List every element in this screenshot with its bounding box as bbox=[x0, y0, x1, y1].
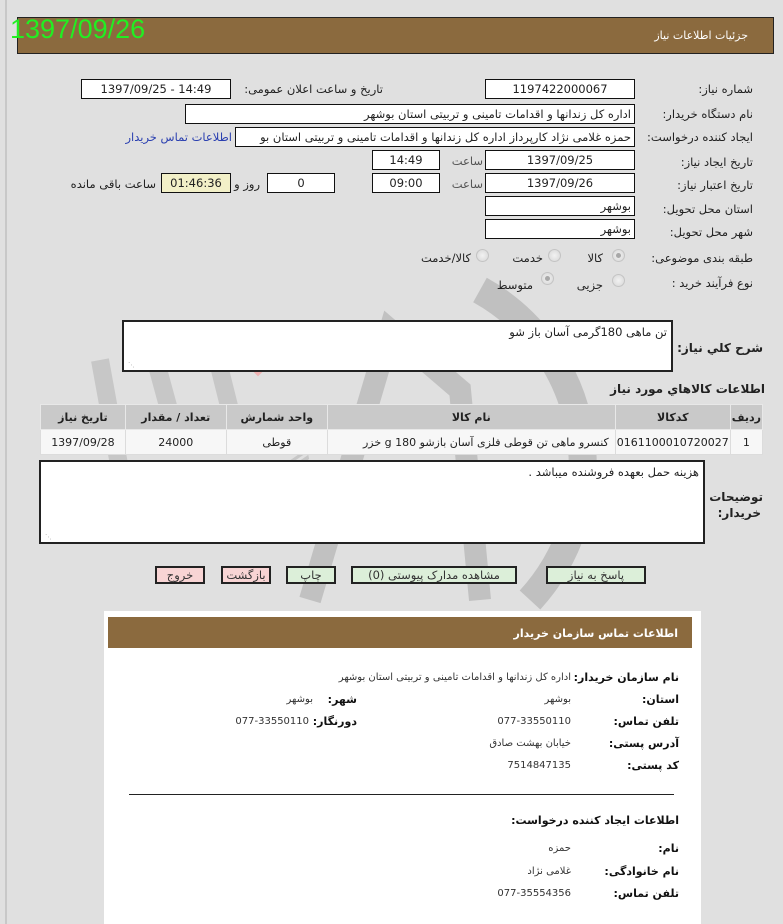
page-title: جزئیات اطلاعات نیاز bbox=[654, 29, 748, 42]
valid-time-field: 09:00 bbox=[372, 173, 440, 193]
goods-section-title: اطلاعات کالاهاي مورد نياز bbox=[610, 382, 765, 396]
contact-panel-title: اطلاعات تماس سازمان خریدار bbox=[513, 627, 678, 640]
time-remaining-label: ساعت باقی مانده bbox=[70, 177, 156, 191]
valid-time-label: ساعت bbox=[451, 177, 483, 191]
process-label: نوع فرآیند خرید : bbox=[671, 276, 753, 290]
buyer-notes-label-2: خریدار: bbox=[717, 506, 761, 520]
category-radio-service[interactable] bbox=[548, 249, 561, 262]
cell-index: 1 bbox=[730, 430, 762, 455]
description-textarea[interactable] bbox=[122, 320, 673, 372]
buyer-contact-panel bbox=[104, 611, 701, 924]
view-attachments-button[interactable]: مشاهده مدارک پیوستی (0) bbox=[351, 566, 517, 584]
creator-section-title: اطلاعات ایجاد کننده درخواست: bbox=[511, 814, 679, 827]
resize-grip-icon[interactable]: ⋰ bbox=[128, 361, 135, 369]
contact-postal-value: 7514847135 bbox=[507, 760, 571, 771]
print-button[interactable]: چاپ bbox=[286, 566, 336, 584]
province-label: استان محل تحویل: bbox=[662, 202, 753, 216]
creator-phone-value: 077-35554356 bbox=[497, 888, 571, 899]
contact-org-label: نام سازمان خریدار: bbox=[573, 671, 679, 684]
col-unit: واحد شمارش bbox=[226, 405, 327, 430]
need-number-field: 1197422000067 bbox=[485, 79, 635, 99]
creator-last-name-label: نام خانوادگی: bbox=[604, 865, 679, 878]
category-radio-goods-service[interactable] bbox=[476, 249, 489, 262]
contact-fax-label: دورنگار: bbox=[312, 715, 357, 728]
cell-name: کنسرو ماهی تن قوطی فلزی آسان بازشو 180 g خزر bbox=[327, 430, 615, 455]
cell-code: 0161100010720027 bbox=[615, 430, 730, 455]
valid-date-field: 1397/09/26 bbox=[485, 173, 635, 193]
description-text: تن ماهی 180گرمی آسان باز شو bbox=[509, 325, 667, 339]
contact-panel-header bbox=[108, 617, 692, 648]
left-border bbox=[5, 0, 7, 924]
goods-table bbox=[40, 404, 763, 455]
created-date-label: تاریخ ایجاد نیاز: bbox=[680, 155, 753, 169]
resize-grip-icon[interactable]: ⋰ bbox=[45, 533, 52, 541]
buyer-notes-textarea[interactable] bbox=[39, 460, 705, 544]
description-label: شرح کلي نياز: bbox=[677, 341, 763, 355]
cell-qty: 24000 bbox=[125, 430, 226, 455]
city-field: بوشهر bbox=[485, 219, 635, 239]
contact-postal-label: کد پستی: bbox=[627, 759, 679, 772]
creator-field: حمزه غلامی نژاد کارپرداز اداره کل زندانها و اقدامات تامینی و تربیتی استان بو bbox=[235, 127, 635, 147]
contact-province-value: بوشهر bbox=[544, 694, 571, 705]
category-option-goods-service: کالا/خدمت bbox=[420, 251, 471, 265]
exit-button[interactable]: خروج bbox=[155, 566, 205, 584]
goods-table-header bbox=[41, 405, 763, 430]
time-remaining-field: 01:46:36 bbox=[161, 173, 231, 193]
creator-label: ایجاد کننده درخواست: bbox=[647, 130, 753, 144]
buyer-org-label: نام دستگاه خریدار: bbox=[662, 107, 753, 121]
creator-first-name-value: حمزه bbox=[548, 843, 571, 854]
contact-address-label: آدرس پستی: bbox=[608, 737, 679, 750]
contact-city-value: بوشهر bbox=[286, 694, 313, 705]
back-button[interactable]: بازگشت bbox=[221, 566, 271, 584]
announce-label: تاریخ و ساعت اعلان عمومی: bbox=[244, 82, 383, 96]
divider bbox=[129, 794, 674, 795]
created-time-label: ساعت bbox=[451, 154, 483, 168]
buyer-contact-link[interactable]: اطلاعات تماس خریدار bbox=[125, 130, 232, 144]
cell-date: 1397/09/28 bbox=[41, 430, 126, 455]
contact-province-label: استان: bbox=[642, 693, 679, 706]
buyer-notes-label-1: توضیحات bbox=[709, 490, 763, 504]
created-date-field: 1397/09/25 bbox=[485, 150, 635, 170]
col-code: کدکالا bbox=[615, 405, 730, 430]
col-date: تاریخ نیاز bbox=[41, 405, 126, 430]
buyer-notes-text: هزینه حمل بعهده فروشنده میباشد . bbox=[528, 465, 699, 479]
contact-city-label: شهر: bbox=[327, 693, 357, 706]
date-stamp: 1397/09/26 bbox=[10, 14, 146, 44]
process-radio-medium[interactable] bbox=[541, 272, 554, 285]
city-label: شهر محل تحویل: bbox=[669, 225, 753, 239]
province-field: بوشهر bbox=[485, 196, 635, 216]
category-option-service: خدمت bbox=[512, 251, 543, 265]
col-qty: تعداد / مقدار bbox=[125, 405, 226, 430]
contact-phone-label: تلفن تماس: bbox=[613, 715, 679, 728]
category-option-goods: کالا bbox=[587, 251, 603, 265]
days-remaining-field: 0 bbox=[267, 173, 335, 193]
contact-phone-value: 077-33550110 bbox=[497, 716, 571, 727]
need-number-label: شماره نیاز: bbox=[698, 82, 753, 96]
contact-org-value: اداره کل زندانها و اقدامات تامینی و تربیتی استان بوشهر bbox=[338, 672, 571, 683]
process-option-medium: متوسط bbox=[496, 278, 533, 292]
reply-button[interactable]: پاسخ به نیاز bbox=[546, 566, 646, 584]
table-row bbox=[41, 430, 763, 455]
days-label: روز و bbox=[234, 177, 260, 191]
col-index: ردیف bbox=[730, 405, 762, 430]
creator-phone-label: تلفن تماس: bbox=[613, 887, 679, 900]
buyer-org-field: اداره کل زندانها و اقدامات تامینی و تربیتی استان بوشهر bbox=[185, 104, 635, 124]
process-radio-minor[interactable] bbox=[612, 274, 625, 287]
creator-last-name-value: غلامی نژاد bbox=[527, 866, 571, 877]
col-name: نام کالا bbox=[327, 405, 615, 430]
valid-date-label: تاریخ اعتبار نیاز: bbox=[677, 178, 753, 192]
creator-first-name-label: نام: bbox=[658, 842, 679, 855]
announce-datetime-field: 1397/09/25 - 14:49 bbox=[81, 79, 231, 99]
category-radio-goods[interactable] bbox=[612, 249, 625, 262]
process-option-minor: جزیی bbox=[576, 278, 603, 292]
created-time-field: 14:49 bbox=[372, 150, 440, 170]
contact-address-value: خیابان بهشت صادق bbox=[489, 738, 571, 749]
category-label: طبقه بندی موضوعی: bbox=[651, 251, 753, 265]
cell-unit: قوطی bbox=[226, 430, 327, 455]
contact-fax-value: 077-33550110 bbox=[235, 716, 309, 727]
